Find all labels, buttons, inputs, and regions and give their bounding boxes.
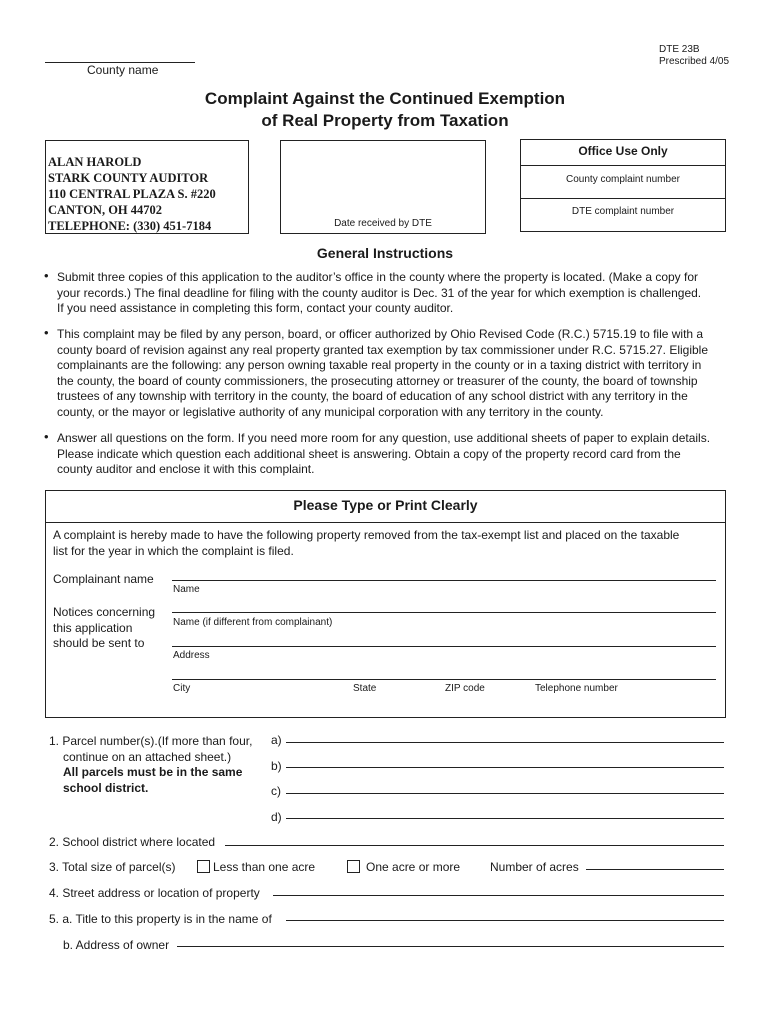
auditor-street: 110 CENTRAL PLAZA S. #220 — [48, 187, 216, 201]
q5b-label: b. Address of owner — [63, 938, 170, 952]
one-acre-or-more-checkbox[interactable] — [347, 860, 360, 873]
zip-caption: ZIP code — [445, 683, 485, 694]
number-of-acres-field[interactable] — [586, 869, 724, 870]
address-caption: Address — [173, 650, 210, 661]
notices-line-1: Notices concerning — [53, 605, 156, 619]
instruction-3-line-3: county auditor and enclose it with this complaint. — [57, 462, 315, 476]
instruction-2-line-4: the county, the board of county commissioners, the prosecuting attorney or treasurer of the county, the board of township — [57, 373, 698, 388]
school-district-field[interactable] — [225, 845, 724, 846]
telephone-caption: Telephone number — [535, 683, 618, 694]
complainant-section — [45, 490, 726, 718]
q2-label: 2. School district where located — [49, 835, 216, 849]
q5a-label: 5. a. Title to this property is in the name of — [49, 912, 272, 926]
instruction-3-line-2: Please indicate which question each additional sheet is answering. Obtain a copy of the property record card from the — [57, 446, 681, 461]
parcel-c-label: c) — [271, 784, 281, 798]
notices-line-2: this application — [53, 620, 133, 635]
title-owner-field[interactable] — [286, 920, 724, 921]
auditor-city: CANTON, OH 44702 — [48, 203, 163, 217]
instruction-2-line-5: trustees of any township with territory in the county, the board of education of any school district with any territory in the — [57, 389, 688, 403]
page-title — [0, 88, 770, 132]
notices-label — [53, 605, 155, 652]
notices-line-3: should be sent to — [53, 636, 145, 650]
instruction-1-line-2: your records.) The final deadline for filing with the county auditor is Dec. 31 of the year for which exemption is challenged. — [57, 285, 702, 300]
parcel-d-label: d) — [271, 810, 282, 824]
print-clearly-title: Please Type or Print Clearly — [293, 497, 478, 513]
q1-bold-1: All parcels must be in the same — [63, 765, 243, 779]
instruction-1-line-1: Submit three copies of this application to the auditor’s office in the county where the property is located. (Make a copy for — [57, 270, 699, 284]
instruction-2-line-2: county board of revision against any real property granted tax exemption by tax commissioner under R.C. 5715.27. Eligible — [57, 342, 709, 357]
instruction-2-line-3: complainants are the following: any person owning taxable real property in the county or in a taxing district with territory in — [57, 358, 702, 372]
dte-complaint-label: DTE complaint number — [571, 206, 675, 217]
auditor-phone: TELEPHONE: (330) 451-7184 — [48, 219, 212, 233]
city-caption: City — [173, 683, 191, 694]
complainant-name-label: Complainant name — [53, 572, 154, 586]
intro-line-2: list for the year in which the complaint is filed. — [53, 544, 294, 558]
office-use-divider-2 — [521, 198, 725, 199]
auditor-address — [48, 154, 216, 234]
office-use-box — [520, 139, 726, 232]
q1-line-2: continue on an attached sheet.) — [63, 749, 232, 764]
date-received-label: Date received by DTE — [334, 218, 432, 229]
q4-label: 4. Street address or location of property — [49, 886, 260, 900]
bullet-2: • — [44, 325, 49, 340]
parcel-c-field[interactable] — [286, 793, 724, 794]
auditor-name: ALAN HAROLD — [48, 155, 142, 169]
parcel-a-field[interactable] — [286, 742, 724, 743]
auditor-office: STARK COUNTY AUDITOR — [48, 171, 209, 185]
parcel-b-label: b) — [271, 759, 282, 773]
q1-line-1: 1. Parcel number(s).(If more than four, — [49, 734, 253, 748]
bullet-3: • — [44, 429, 49, 444]
less-than-acre-checkbox[interactable] — [197, 860, 210, 873]
notice-city-field[interactable] — [172, 679, 716, 680]
instructions-title: General Instructions — [316, 245, 454, 261]
name-different-caption: Name (if different from complainant) — [173, 617, 333, 628]
county-name-label: County name — [87, 63, 159, 77]
less-than-acre-label: Less than one acre — [213, 860, 316, 874]
parcel-b-field[interactable] — [286, 767, 724, 768]
q1-label — [49, 734, 252, 796]
title-line-2: of Real Property from Taxation — [261, 111, 509, 130]
q1-bold-2: school district. — [63, 780, 149, 795]
instruction-2 — [57, 327, 727, 420]
county-complaint-label: County complaint number — [566, 174, 680, 185]
one-acre-or-more-label: One acre or more — [366, 860, 461, 874]
complaint-intro — [53, 527, 679, 559]
form-id: DTE 23B — [659, 44, 700, 55]
intro-line-1: A complaint is hereby made to have the following property removed from the tax-exempt list and placed on the taxable — [53, 528, 680, 542]
complainant-name-field[interactable] — [172, 580, 716, 581]
number-of-acres-label: Number of acres — [490, 860, 579, 874]
section-divider — [46, 522, 725, 523]
office-use-title: Office Use Only — [578, 144, 668, 158]
instruction-2-line-1: This complaint may be filed by any person, board, or officer authorized by Ohio Revised Code (R.C.) 5715.19 to file with a — [57, 327, 704, 341]
auditor-address-box — [45, 140, 249, 234]
name-caption: Name — [173, 584, 200, 595]
parcel-d-field[interactable] — [286, 818, 724, 819]
q3-label: 3. Total size of parcel(s) — [49, 860, 176, 874]
date-received-box[interactable] — [280, 140, 486, 234]
title-line-1: Complaint Against the Continued Exemption — [204, 89, 566, 108]
state-caption: State — [353, 683, 377, 694]
notice-address-field[interactable] — [172, 646, 716, 647]
bullet-1: • — [44, 268, 49, 283]
instruction-3-line-1: Answer all questions on the form. If you need more room for any question, use additional sheets of paper to explain details. — [57, 431, 711, 445]
property-location-field[interactable] — [273, 895, 724, 896]
notice-name-field[interactable] — [172, 612, 716, 613]
office-use-divider — [521, 165, 725, 166]
instruction-3 — [57, 431, 727, 478]
prescribed-date: Prescribed 4/05 — [659, 56, 730, 67]
owner-address-field[interactable] — [177, 946, 724, 947]
instruction-2-line-6: county, or the mayor or legislative authority of any municipal corporation with any territory in the county. — [57, 404, 604, 419]
parcel-a-label: a) — [271, 733, 282, 747]
instruction-1 — [57, 270, 727, 317]
instruction-1-line-3: If you need assistance in completing this form, contact your county auditor. — [57, 301, 454, 315]
